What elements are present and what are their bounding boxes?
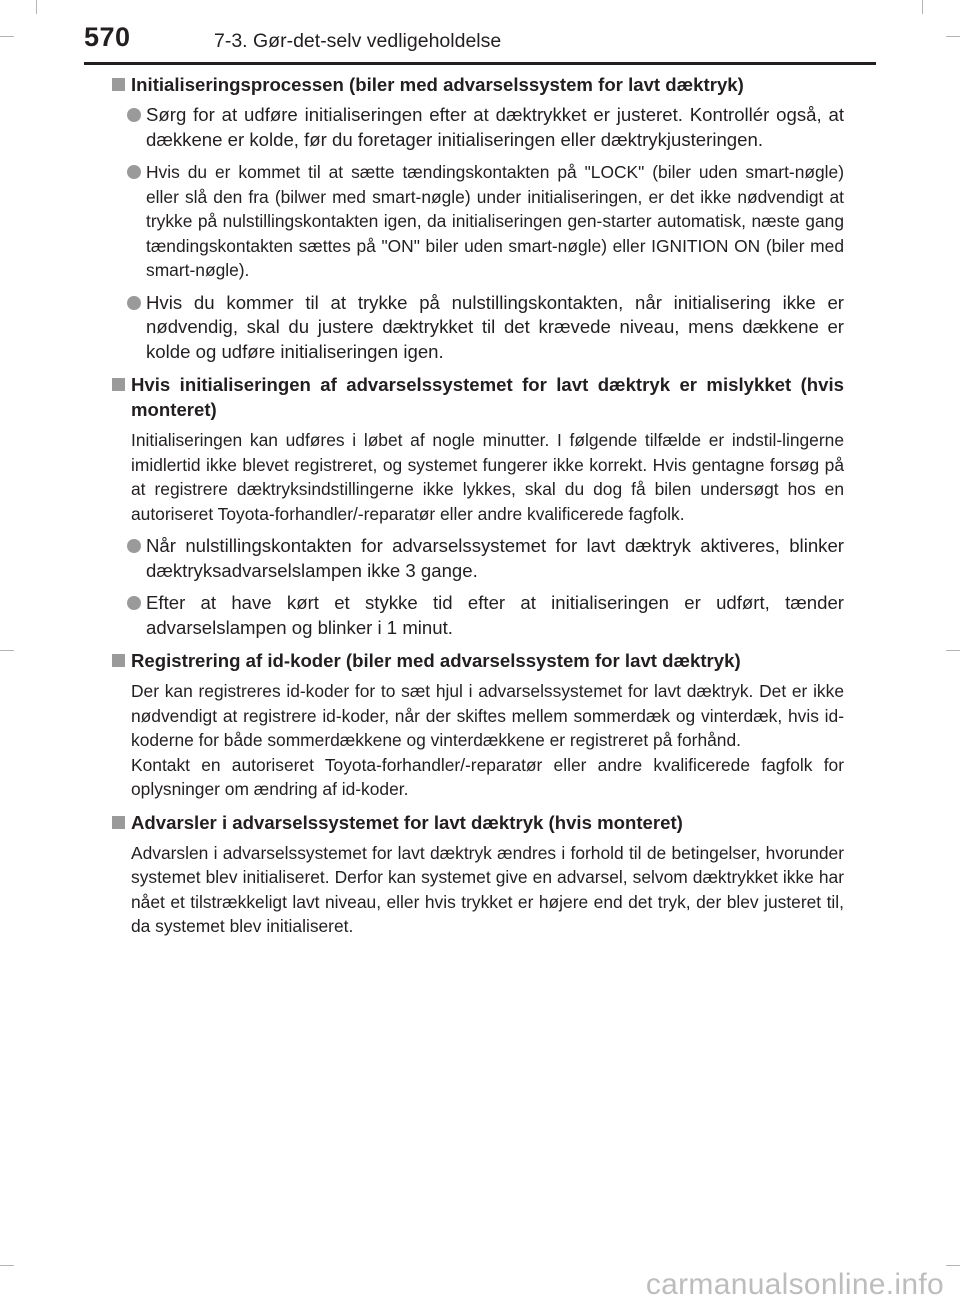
bullet-item: Efter at have kørt et stykke tid efter at initialiseringen er udført, tænder advarselslampen og blinker i 1 minut. [127, 591, 844, 640]
section-heading: Registrering af id-koder (biler med advarselssystem for lavt dæktryk) [112, 648, 844, 673]
circle-bullet-icon [127, 596, 141, 610]
page-number: 570 [84, 22, 131, 52]
crop-mark [0, 650, 14, 651]
body-paragraph: Der kan registreres id-koder for to sæt hjul i advarselssystemet for lavt dæktryk. Det er ikke nødvendigt at registrere id-koder, når der skiftes mellem sommerdæk og vinterdæk, hvis id-koderne for både sommerdækkene og vinterdækkene er registreret på forhånd. [131, 681, 844, 750]
section-heading: Initialiseringsprocessen (biler med advarselssystem for lavt dæktryk) [112, 72, 844, 97]
section-title: 7-3. Gør-det-selv vedligeholdelse [214, 30, 502, 52]
circle-bullet-icon [127, 296, 141, 310]
watermark-text: carmanualsonline.info [645, 1268, 944, 1301]
body-paragraph: Advarslen i advarselssystemet for lavt dæktryk ændres i forhold til de betingelser, hvorunder systemet blev initialiseret. Derfor kan systemet give en advarsel, selvom dæktrykket ikke har nået et tilstrækkeligt lavt niveau, eller hvis trykket er højere end det tryk, der blev justeret til, da systemet blev initialiseret. [131, 842, 844, 936]
bullet-item: Hvis du kommer til at trykke på nulstillingskontakten, når initialisering ikke er nødvendig, skal du justere dæktrykket til det krævede niveau, mens dækkene er kolde og udføre initialiseringen igen. [127, 291, 844, 365]
circle-bullet-icon [127, 539, 141, 553]
crop-mark [36, 0, 37, 14]
circle-bullet-icon [127, 165, 141, 179]
crop-mark [946, 36, 960, 37]
bullet-item: Når nulstillingskontakten for advarselssystemet for lavt dæktryk aktiveres, blinker dæktryksadvarselslampen ikke 3 gange. [127, 534, 844, 583]
page-header [84, 22, 876, 62]
crop-mark [946, 650, 960, 651]
circle-bullet-icon [127, 108, 141, 122]
square-bullet-icon [112, 378, 125, 391]
square-bullet-icon [112, 654, 125, 667]
page-content [112, 72, 844, 947]
crop-mark [922, 0, 923, 14]
header-rule [84, 62, 876, 65]
body-paragraph: Kontakt en autoriseret Toyota-forhandler/-reparatør eller andre kvalificerede fagfolk for oplysninger om ændring af id-koder. [131, 754, 844, 799]
square-bullet-icon [112, 78, 125, 91]
section-heading: Hvis initialiseringen af advarselssystemet for lavt dæktryk er mislykket (hvis monteret) [112, 372, 844, 422]
crop-mark [946, 1265, 960, 1266]
square-bullet-icon [112, 816, 125, 829]
crop-mark [0, 1265, 14, 1266]
section-heading: Advarsler i advarselssystemet for lavt dæktryk (hvis monteret) [112, 810, 844, 835]
bullet-item: Sørg for at udføre initialiseringen efter at dæktrykket er justeret. Kontrollér også, at dækkene er kolde, før du foretager initialiseringen eller dæktrykjusteringen. [127, 103, 844, 152]
bullet-item: Hvis du er kommet til at sætte tændingskontakten på "LOCK" (biler uden smart-nøgle) eller slå den fra (bilwer med smart-nøgle) under initialiseringen, er det ikke nødvendigt at trykke på nulstillingskontakten igen, da initialiseringen gen-starter automatisk, næste gang tændingskontakten sættes på "ON" biler uden smart-nøgle) eller IGNITION ON (biler med smart-nøgle). [127, 160, 844, 283]
crop-mark [0, 36, 14, 37]
body-paragraph: Initialiseringen kan udføres i løbet af nogle minutter. I følgende tilfælde er indstil-lingerne imidlertid ikke blevet registreret, og systemet fungerer ikke korrekt. Hvis gentagne forsøg på at registrere dæktryksindstillingerne ikke lykkes, skal du dog få bilen undersøgt hos en autoriseret Toyota-forhandler/-reparatør eller andre kvalificerede fagfolk. [131, 430, 844, 524]
